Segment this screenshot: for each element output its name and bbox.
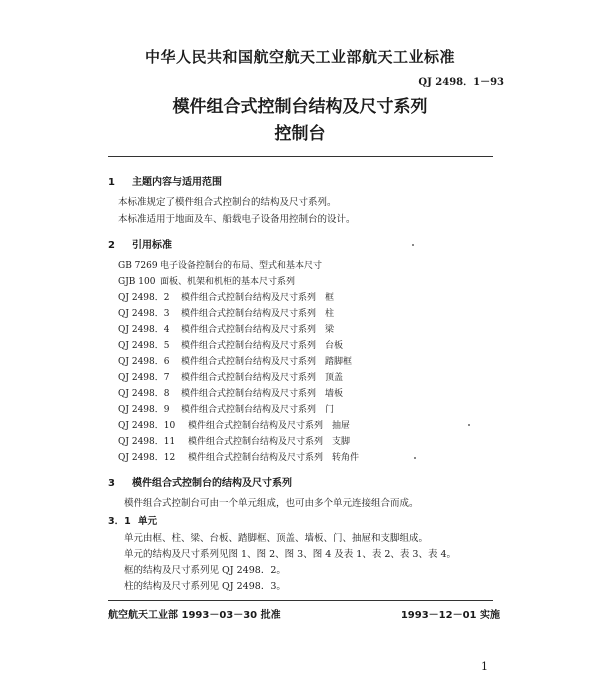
reference-title: 模件组合式控制台结构及尺寸系列 踏脚框	[181, 357, 353, 367]
reference-title: 面板、机架和机柜的基本尺寸系列	[160, 277, 296, 287]
section-title: 引用标准	[132, 240, 172, 251]
reference-code: QJ 2498．11	[118, 437, 176, 447]
subsection-3-1-heading	[108, 513, 157, 527]
footer-rule	[108, 600, 493, 601]
reference-title: 模件组合式控制台结构及尺寸系列 抽屉	[188, 421, 351, 431]
section-2-heading	[108, 236, 172, 251]
reference-title: 模件组合式控制台结构及尺寸系列 台板	[181, 341, 344, 351]
reference-title: 模件组合式控制台结构及尺寸系列 支脚	[188, 437, 351, 447]
reference-title: 模件组合式控制台结构及尺寸系列 梁	[181, 325, 335, 335]
paragraph: 本标准规定了模件组合式控制台的结构及尺寸系列。	[118, 197, 337, 208]
reference-code: QJ 2498．9	[118, 405, 170, 415]
header-rule	[108, 156, 493, 157]
paragraph: 单元的结构及尺寸系列见图 1、图 2、图 3、图 4 及表 1、表 2、表 3、表 4。	[124, 549, 457, 560]
reference-item	[118, 258, 322, 271]
scan-speck	[412, 244, 414, 246]
scan-speck	[414, 457, 416, 459]
scan-speck	[468, 424, 470, 426]
reference-item	[118, 418, 350, 431]
document-title: 模件组合式控制台结构及尺寸系列	[172, 97, 428, 117]
reference-item	[118, 370, 343, 383]
reference-code: QJ 2498．6	[118, 357, 170, 367]
subsection-number: 3．1	[108, 516, 131, 527]
reference-item	[118, 290, 334, 303]
reference-code: QJ 2498．8	[118, 389, 170, 399]
reference-code: QJ 2498．7	[118, 373, 170, 383]
paragraph: 本标准适用于地面及车、船载电子设备用控制台的设计。	[118, 214, 356, 225]
reference-code: QJ 2498．4	[118, 325, 170, 335]
reference-title: 模件组合式控制台结构及尺寸系列 柱	[181, 309, 335, 319]
reference-code: QJ 2498．10	[118, 421, 176, 431]
issuing-organization: 中华人民共和国航空航天工业部航天工业标准	[144, 48, 455, 66]
section-3-heading	[108, 474, 292, 489]
reference-code: GJB 100	[118, 277, 156, 287]
reference-title: 模件组合式控制台结构及尺寸系列 门	[181, 405, 335, 415]
document-subtitle: 控制台	[274, 124, 326, 144]
subsection-title: 单元	[138, 516, 158, 527]
reference-item	[118, 354, 352, 367]
paragraph: 单元由框、柱、梁、台板、踏脚框、顶盖、墙板、门、抽屉和支脚组成。	[124, 533, 429, 544]
reference-code: QJ 2498．12	[118, 453, 176, 463]
reference-title: 模件组合式控制台结构及尺寸系列 顶盖	[181, 373, 344, 383]
reference-title: 模件组合式控制台结构及尺寸系列 转角件	[188, 453, 360, 463]
section-title: 模件组合式控制台的结构及尺寸系列	[132, 478, 292, 489]
reference-item	[118, 338, 343, 351]
reference-item	[118, 306, 334, 319]
effective-date: 1993－12－01 实施	[400, 610, 500, 621]
approval-date: 航空航天工业部 1993－03－30 批准	[108, 610, 281, 621]
section-number: 2	[108, 240, 115, 251]
reference-code: QJ 2498．3	[118, 309, 170, 319]
reference-title: 模件组合式控制台结构及尺寸系列 框	[181, 293, 335, 303]
reference-title: 电子设备控制台的布局、型式和基本尺寸	[160, 261, 323, 271]
reference-item	[118, 322, 334, 335]
paragraph: 框的结构及尺寸系列见 QJ 2498．2。	[124, 565, 286, 576]
section-title: 主题内容与适用范围	[132, 177, 222, 188]
section-number: 3	[108, 478, 115, 489]
reference-item	[118, 450, 359, 463]
reference-code: GB 7269	[118, 261, 158, 271]
reference-code: QJ 2498．5	[118, 341, 170, 351]
section-1-heading	[108, 173, 222, 188]
reference-item	[118, 402, 334, 415]
reference-item	[118, 274, 295, 287]
paragraph: 柱的结构及尺寸系列见 QJ 2498．3。	[124, 581, 286, 592]
reference-item	[118, 434, 350, 447]
reference-code: QJ 2498．2	[118, 293, 170, 303]
paragraph: 模件组合式控制台可由一个单元组成，也可由多个单元连接组合而成。	[124, 498, 419, 509]
reference-item	[118, 386, 343, 399]
section-number: 1	[108, 177, 115, 188]
standard-code: QJ 2498．1－93	[418, 77, 504, 88]
page-number: 1	[481, 660, 488, 673]
reference-title: 模件组合式控制台结构及尺寸系列 墙板	[181, 389, 344, 399]
